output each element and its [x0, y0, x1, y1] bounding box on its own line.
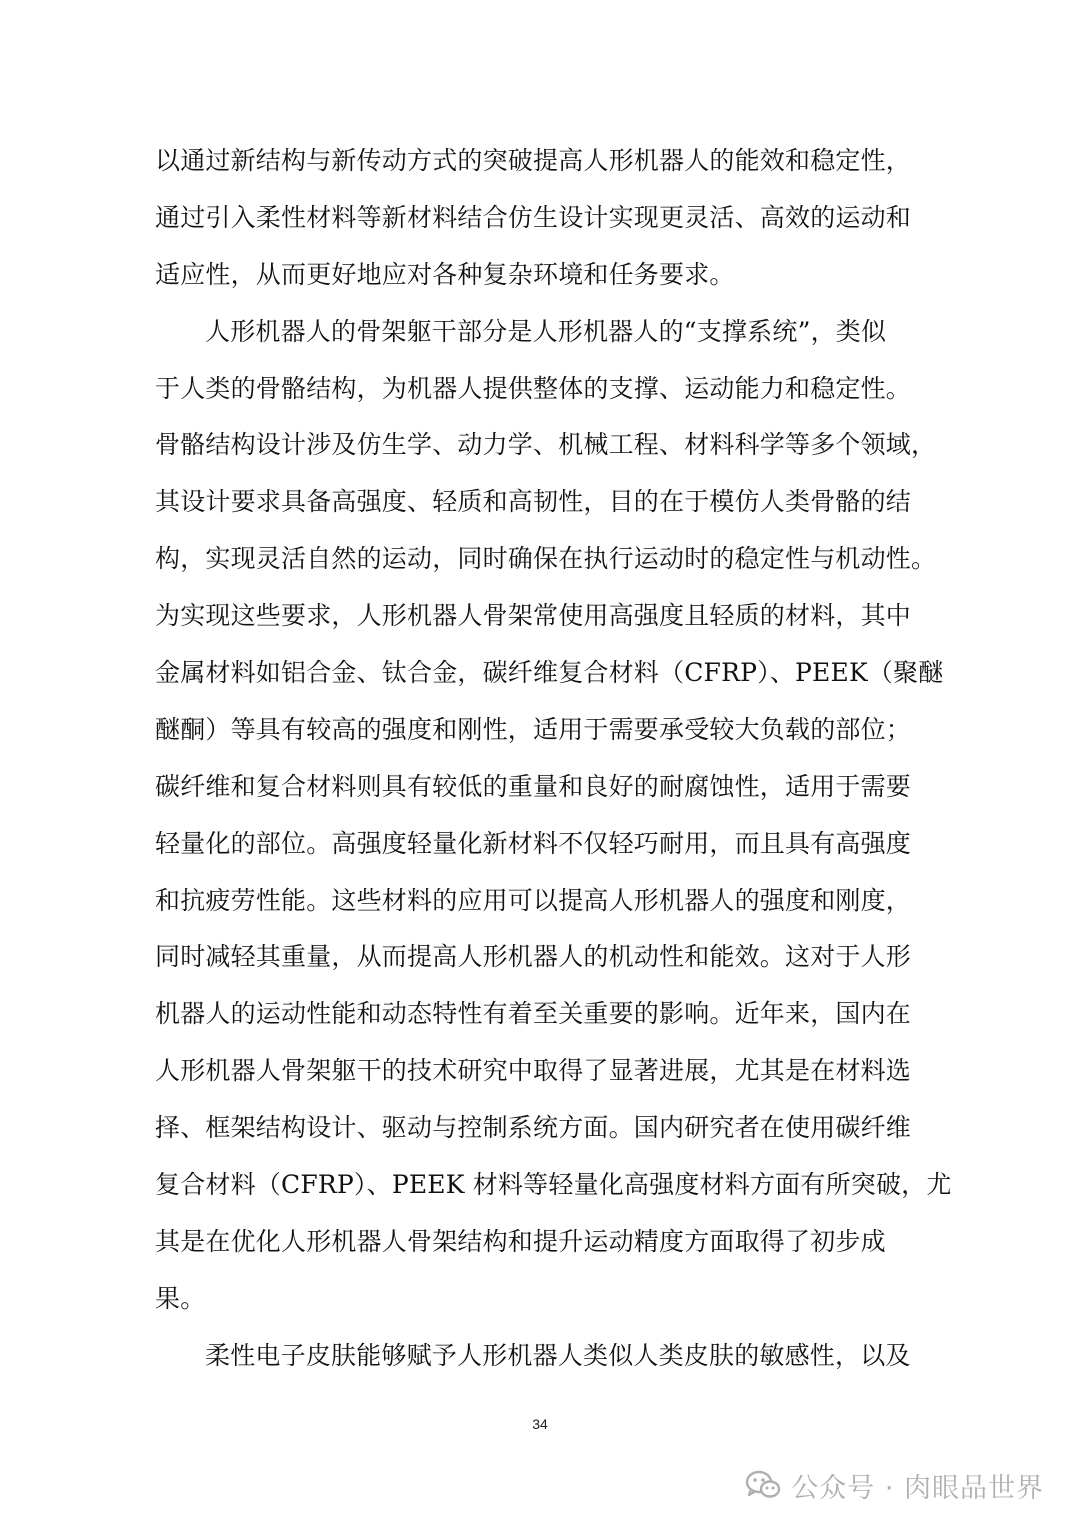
text-line: 其设计要求具备高强度、轻质和高韧性，目的在于模仿人类骨骼的结 — [155, 487, 912, 517]
text-line: 轻量化的部位。高强度轻量化新材料不仅轻巧耐用，而且具有高强度 — [155, 828, 912, 858]
text-line: 为实现这些要求，人形机器人骨架常使用高强度且轻质的材料，其中 — [155, 601, 912, 631]
text-line: 醚酮）等具有较高的强度和刚性，适用于需要承受较大负载的部位； — [155, 714, 912, 744]
text-line: 通过引入柔性材料等新材料结合仿生设计实现更灵活、高效的运动和 — [155, 202, 912, 232]
text-line: 人形机器人骨架躯干的技术研究中取得了显著进展，尤其是在材料选 — [155, 1056, 912, 1086]
text-line: 柔性电子皮肤能够赋予人形机器人类似人类皮肤的敏感性，以及 — [205, 1340, 911, 1370]
text-line: 金属材料如铝合金、钛合金，碳纤维复合材料（CFRP）、PEEK（聚醚 — [155, 658, 944, 688]
text-line: 和抗疲劳性能。这些材料的应用可以提高人形机器人的强度和刚度， — [155, 885, 912, 915]
watermark — [745, 1465, 1044, 1505]
text-line: 碳纤维和复合材料则具有较低的重量和良好的耐腐蚀性，适用于需要 — [155, 771, 912, 801]
text-line: 适应性，从而更好地应对各种复杂环境和任务要求。 — [155, 259, 735, 289]
text-line: 择、框架结构设计、驱动与控制系统方面。国内研究者在使用碳纤维 — [155, 1113, 912, 1143]
text-line: 复合材料（CFRP）、PEEK 材料等轻量化高强度材料方面有所突破，尤 — [155, 1170, 952, 1200]
text-line: 果。 — [155, 1283, 206, 1313]
text-line: 构，实现灵活自然的运动，同时确保在执行运动时的稳定性与机动性。 — [155, 544, 937, 574]
page-number: 34 — [532, 1416, 548, 1432]
text-line: 同时减轻其重量，从而提高人形机器人的机动性和能效。这对于人形 — [155, 942, 912, 972]
body-text — [155, 133, 952, 1385]
text-line: 以通过新结构与新传动方式的突破提高人形机器人的能效和稳定性， — [155, 146, 912, 175]
text-line: 骨骼结构设计涉及仿生学、动力学、机械工程、材料科学等多个领域， — [155, 430, 937, 460]
text-line: 人形机器人的骨架躯干部分是人形机器人的“支撑系统”，类似 — [205, 316, 887, 346]
text-line: 机器人的运动性能和动态特性有着至关重要的影响。近年来，国内在 — [155, 999, 912, 1029]
text-line: 其是在优化人形机器人骨架结构和提升运动精度方面取得了初步成 — [155, 1226, 886, 1256]
wechat-icon — [745, 1470, 781, 1500]
text-line: 于人类的骨骼结构，为机器人提供整体的支撑、运动能力和稳定性。 — [155, 373, 912, 403]
watermark-text: 公众号 · 肉眼品世界 — [791, 1472, 1044, 1504]
